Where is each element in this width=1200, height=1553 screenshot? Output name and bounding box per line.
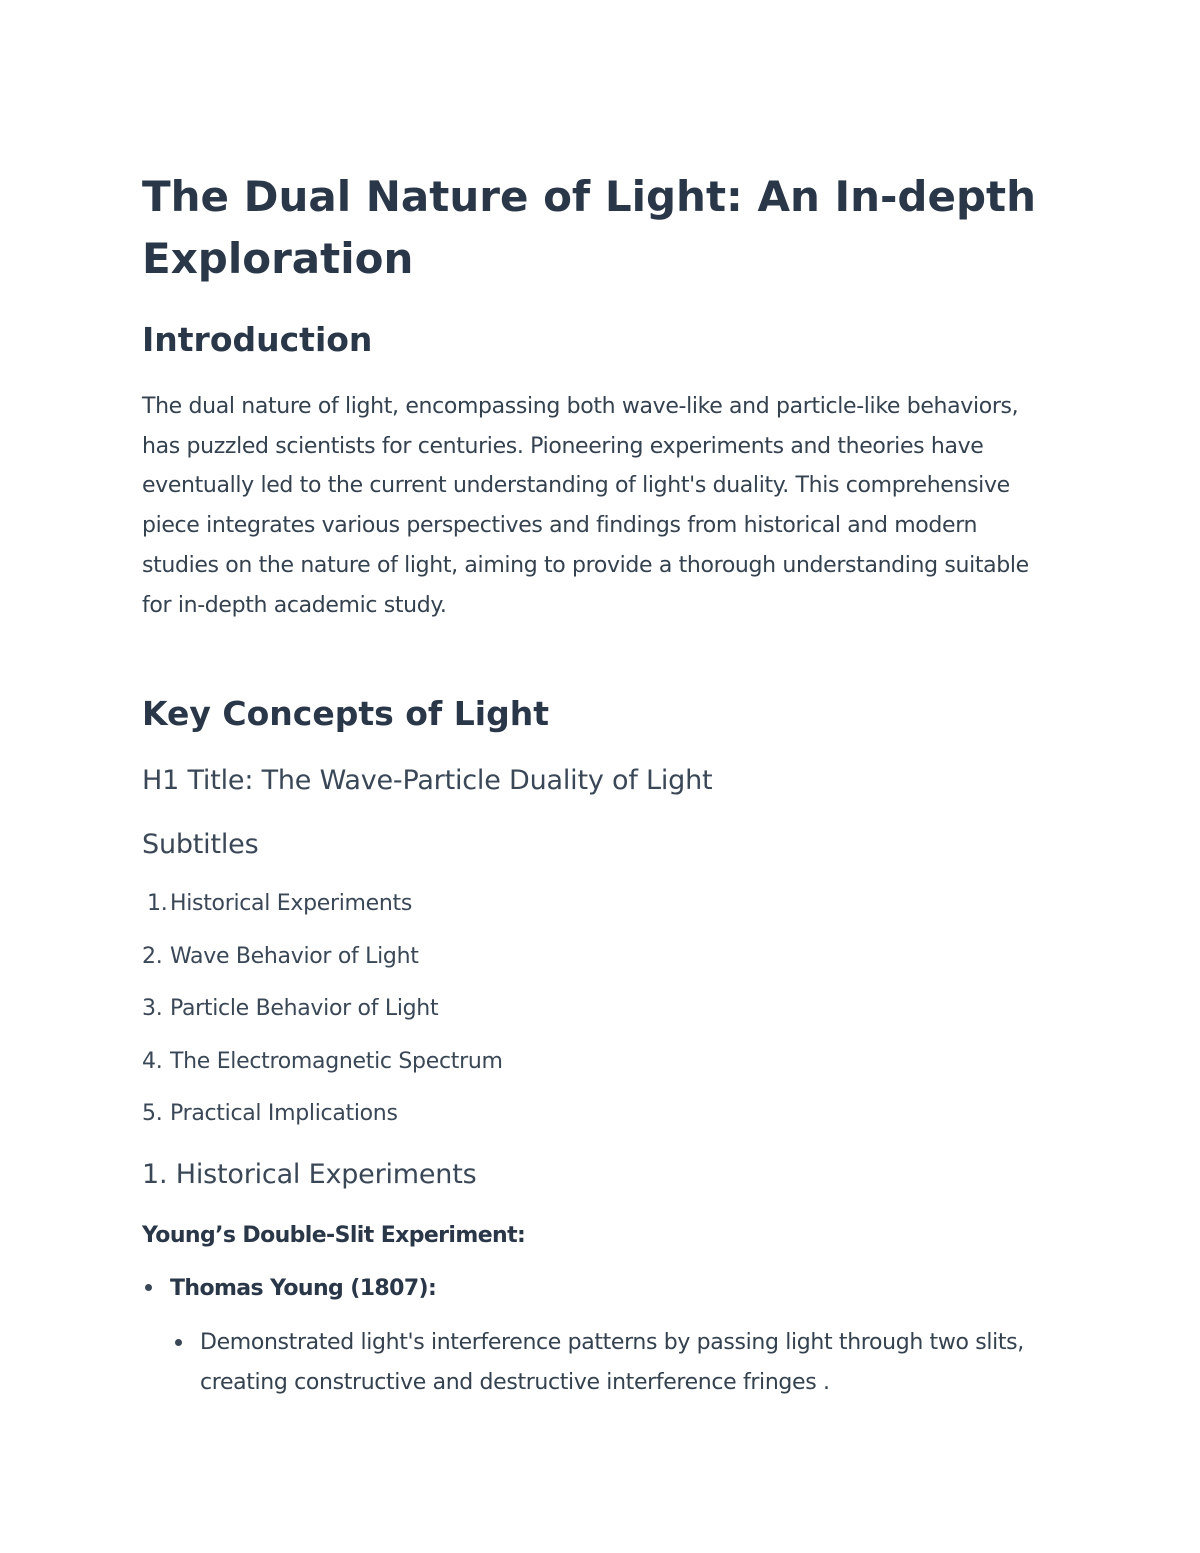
subtitles-list	[142, 886, 503, 1149]
list-item-number: 2.	[142, 943, 163, 969]
list-item-text: The Electromagnetic Spectrum	[170, 1048, 503, 1074]
document-title: The Dual Nature of Light: An In-depth Exploration	[142, 172, 1037, 283]
list-item	[142, 939, 503, 992]
list-item-text: Wave Behavior of Light	[170, 943, 419, 969]
historical-experiments-heading: 1. Historical Experiments	[142, 1159, 477, 1190]
sub-bullet-item	[172, 1323, 1042, 1403]
list-item-number: 3.	[142, 996, 163, 1021]
list-item	[142, 991, 503, 1044]
list-item-text: Practical Implications	[170, 1101, 398, 1126]
list-item-text: Particle Behavior of Light	[170, 996, 439, 1021]
key-concepts-heading: Key Concepts of Light	[142, 694, 549, 733]
list-item	[142, 1096, 503, 1149]
list-item-number: 4.	[142, 1048, 163, 1074]
list-item-number: 1.	[147, 891, 168, 916]
list-item-text: Historical Experiments	[170, 891, 413, 916]
introduction-paragraph: The dual nature of light, encompassing both wave-like and particle-like behaviors, has puzzled scientists for centuries. Pioneering experiments and theories have eventually led to the current understanding of light's duality. This comprehensive piece integrates various perspectives and findings from historical and modern studies on the nature of light, aiming to provide a thorough understanding suitable for in-depth academic study.	[142, 394, 1029, 618]
list-item	[142, 1044, 503, 1097]
subtitles-heading: Subtitles	[142, 829, 259, 860]
list-item-number: 5.	[142, 1101, 163, 1126]
introduction-heading: Introduction	[142, 320, 373, 359]
bullet-dot-icon	[175, 1339, 182, 1346]
list-item	[142, 886, 503, 939]
sub-bullet-text: Demonstrated light's interference patterns by passing light through two slits, creating constructive and destructive interference fringes .	[200, 1330, 1024, 1395]
double-slit-subheading: Young’s Double-Slit Experiment:	[142, 1223, 526, 1248]
bullet-item	[142, 1271, 436, 1307]
h1-title-heading: H1 Title: The Wave-Particle Duality of Light	[142, 765, 713, 796]
bullet-dot-icon	[145, 1284, 152, 1291]
bullet-text: Thomas Young (1807):	[170, 1276, 437, 1301]
